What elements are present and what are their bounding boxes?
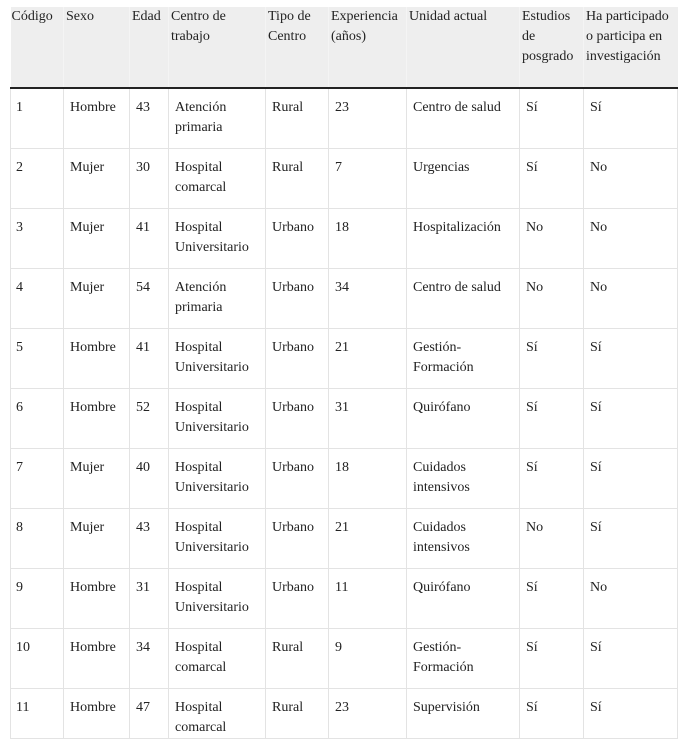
cell-sexo: Mujer bbox=[64, 509, 130, 569]
cell-experiencia: 23 bbox=[329, 689, 407, 739]
cell-posgrado: Sí bbox=[520, 569, 584, 629]
cell-edad: 54 bbox=[130, 269, 169, 329]
cell-codigo: 2 bbox=[11, 149, 64, 209]
cell-tipo-centro: Urbano bbox=[266, 569, 329, 629]
cell-sexo: Mujer bbox=[64, 149, 130, 209]
cell-experiencia: 7 bbox=[329, 149, 407, 209]
cell-centro-trabajo: Hospital Universitario bbox=[169, 329, 266, 389]
cell-edad: 41 bbox=[130, 209, 169, 269]
cell-centro-trabajo: Hospital comarcal bbox=[169, 149, 266, 209]
cell-posgrado: No bbox=[520, 509, 584, 569]
cell-codigo: 8 bbox=[11, 509, 64, 569]
cell-unidad-actual: Centro de salud bbox=[407, 88, 520, 149]
table-row bbox=[11, 209, 678, 269]
cell-tipo-centro: Rural bbox=[266, 149, 329, 209]
cell-unidad-actual: Gestión-Formación bbox=[407, 629, 520, 689]
cell-edad: 47 bbox=[130, 689, 169, 739]
cell-sexo: Mujer bbox=[64, 209, 130, 269]
participants-table bbox=[10, 7, 678, 739]
cell-centro-trabajo: Hospital Universitario bbox=[169, 389, 266, 449]
cell-sexo: Hombre bbox=[64, 389, 130, 449]
table-row bbox=[11, 269, 678, 329]
cell-unidad-actual: Gestión-Formación bbox=[407, 329, 520, 389]
cell-unidad-actual: Urgencias bbox=[407, 149, 520, 209]
cell-investigacion: No bbox=[584, 149, 678, 209]
cell-codigo: 4 bbox=[11, 269, 64, 329]
cell-sexo: Hombre bbox=[64, 569, 130, 629]
cell-investigacion: No bbox=[584, 569, 678, 629]
cell-tipo-centro: Rural bbox=[266, 88, 329, 149]
cell-sexo: Hombre bbox=[64, 629, 130, 689]
cell-posgrado: No bbox=[520, 269, 584, 329]
cell-centro-trabajo: Atención primaria bbox=[169, 88, 266, 149]
cell-tipo-centro: Rural bbox=[266, 689, 329, 739]
cell-tipo-centro: Urbano bbox=[266, 269, 329, 329]
cell-edad: 34 bbox=[130, 629, 169, 689]
cell-centro-trabajo: Hospital comarcal bbox=[169, 689, 266, 739]
table-row bbox=[11, 629, 678, 689]
cell-sexo: Hombre bbox=[64, 88, 130, 149]
cell-edad: 43 bbox=[130, 509, 169, 569]
table-row bbox=[11, 149, 678, 209]
cell-centro-trabajo: Hospital Universitario bbox=[169, 449, 266, 509]
cell-centro-trabajo: Hospital Universitario bbox=[169, 509, 266, 569]
cell-edad: 52 bbox=[130, 389, 169, 449]
cell-experiencia: 23 bbox=[329, 88, 407, 149]
table-row bbox=[11, 329, 678, 389]
cell-codigo: 6 bbox=[11, 389, 64, 449]
header-row bbox=[11, 7, 678, 88]
cell-tipo-centro: Urbano bbox=[266, 329, 329, 389]
cell-experiencia: 21 bbox=[329, 509, 407, 569]
cell-posgrado: Sí bbox=[520, 149, 584, 209]
cell-centro-trabajo: Hospital comarcal bbox=[169, 629, 266, 689]
cell-unidad-actual: Quirófano bbox=[407, 569, 520, 629]
cell-centro-trabajo: Atención primaria bbox=[169, 269, 266, 329]
cell-edad: 41 bbox=[130, 329, 169, 389]
cell-posgrado: Sí bbox=[520, 88, 584, 149]
cell-experiencia: 21 bbox=[329, 329, 407, 389]
header-sexo: Sexo bbox=[64, 7, 130, 88]
cell-edad: 30 bbox=[130, 149, 169, 209]
cell-codigo: 3 bbox=[11, 209, 64, 269]
cell-unidad-actual: Centro de salud bbox=[407, 269, 520, 329]
cell-posgrado: Sí bbox=[520, 689, 584, 739]
cell-investigacion: Sí bbox=[584, 509, 678, 569]
cell-codigo: 1 bbox=[11, 88, 64, 149]
cell-edad: 43 bbox=[130, 88, 169, 149]
cell-posgrado: Sí bbox=[520, 329, 584, 389]
cell-unidad-actual: Supervisión bbox=[407, 689, 520, 739]
cell-posgrado: Sí bbox=[520, 449, 584, 509]
cell-investigacion: Sí bbox=[584, 689, 678, 739]
cell-sexo: Hombre bbox=[64, 689, 130, 739]
cell-codigo: 5 bbox=[11, 329, 64, 389]
cell-experiencia: 31 bbox=[329, 389, 407, 449]
cell-sexo: Hombre bbox=[64, 329, 130, 389]
header-edad: Edad bbox=[130, 7, 169, 88]
header-tipo-centro: Tipo de Centro bbox=[266, 7, 329, 88]
cell-edad: 31 bbox=[130, 569, 169, 629]
cell-investigacion: No bbox=[584, 209, 678, 269]
header-experiencia: Experiencia (años) bbox=[329, 7, 407, 88]
cell-sexo: Mujer bbox=[64, 449, 130, 509]
cell-centro-trabajo: Hospital Universitario bbox=[169, 569, 266, 629]
cell-tipo-centro: Urbano bbox=[266, 389, 329, 449]
cell-investigacion: Sí bbox=[584, 449, 678, 509]
cell-investigacion: Sí bbox=[584, 88, 678, 149]
cell-investigacion: Sí bbox=[584, 389, 678, 449]
table-row bbox=[11, 389, 678, 449]
cell-edad: 40 bbox=[130, 449, 169, 509]
cell-experiencia: 18 bbox=[329, 209, 407, 269]
cell-experiencia: 18 bbox=[329, 449, 407, 509]
cell-posgrado: Sí bbox=[520, 629, 584, 689]
table-row bbox=[11, 88, 678, 149]
cell-posgrado: Sí bbox=[520, 389, 584, 449]
cell-experiencia: 9 bbox=[329, 629, 407, 689]
header-centro-trabajo: Centro de trabajo bbox=[169, 7, 266, 88]
cell-centro-trabajo: Hospital Universitario bbox=[169, 209, 266, 269]
cell-investigacion: No bbox=[584, 269, 678, 329]
table-row bbox=[11, 509, 678, 569]
cell-codigo: 7 bbox=[11, 449, 64, 509]
table-row bbox=[11, 689, 678, 739]
cell-experiencia: 11 bbox=[329, 569, 407, 629]
cell-codigo: 11 bbox=[11, 689, 64, 739]
cell-investigacion: Sí bbox=[584, 629, 678, 689]
cell-tipo-centro: Urbano bbox=[266, 509, 329, 569]
header-unidad-actual: Unidad actual bbox=[407, 7, 520, 88]
cell-sexo: Mujer bbox=[64, 269, 130, 329]
cell-tipo-centro: Urbano bbox=[266, 209, 329, 269]
cell-posgrado: No bbox=[520, 209, 584, 269]
table-row bbox=[11, 449, 678, 509]
cell-experiencia: 34 bbox=[329, 269, 407, 329]
cell-tipo-centro: Urbano bbox=[266, 449, 329, 509]
cell-unidad-actual: Cuidados intensivos bbox=[407, 449, 520, 509]
header-codigo: Código bbox=[11, 7, 64, 88]
table-row bbox=[11, 569, 678, 629]
cell-tipo-centro: Rural bbox=[266, 629, 329, 689]
cell-codigo: 9 bbox=[11, 569, 64, 629]
cell-unidad-actual: Cuidados intensivos bbox=[407, 509, 520, 569]
header-investigacion: Ha participado o participa en investigación bbox=[584, 7, 678, 88]
header-posgrado: Estudios de posgrado bbox=[520, 7, 584, 88]
cell-unidad-actual: Quirófano bbox=[407, 389, 520, 449]
cell-investigacion: Sí bbox=[584, 329, 678, 389]
cell-codigo: 10 bbox=[11, 629, 64, 689]
cell-unidad-actual: Hospitalización bbox=[407, 209, 520, 269]
